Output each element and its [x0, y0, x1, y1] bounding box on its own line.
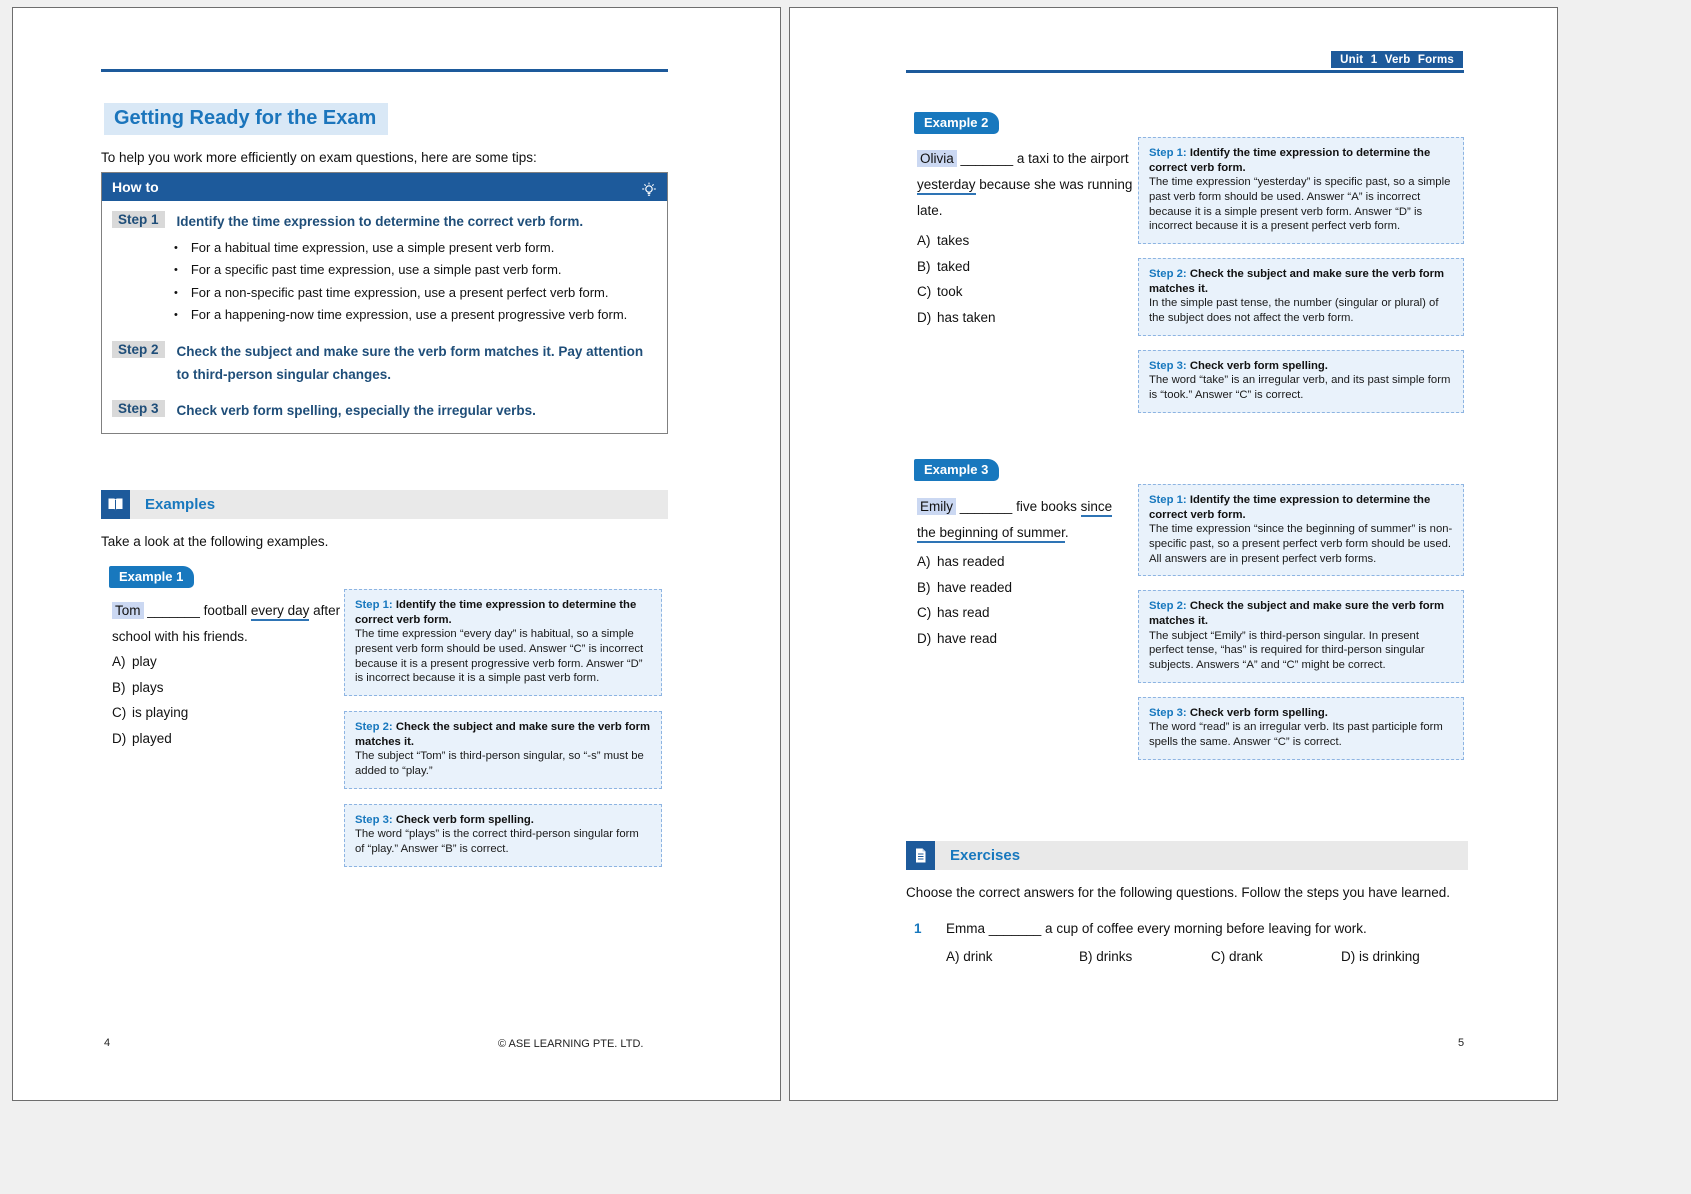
howto-step-3: Step 3 Check verb form spelling, especially the irregular verbs.: [112, 400, 655, 423]
time-expression-underline: yesterday: [917, 177, 976, 195]
step1-box: Step 1: Identify the time expression to determine the correct verb form. The time expression “yesterday” is specific past, so a simple past verb form should be used. Answer “A” is incorrect because it is a simple present verb form. Answer “D” is incorrect because it is a present perfect verb form.: [1138, 137, 1464, 244]
option-a: A) drink: [946, 949, 993, 964]
step3-box: Step 3: Check verb form spelling. The word “read” is an irregular verb. Its past participle form spells the same. Answer “C” is correct.: [1138, 697, 1464, 760]
example2-options: [917, 233, 996, 335]
step2-box: Step 2: Check the subject and make sure the verb form matches it. The subject “Emily” is third-person singular. In present perfect tense, “has” is required for third-person singular subjects. Answers “A” and “C” might be correct.: [1138, 590, 1464, 682]
bullet-dot: •: [174, 309, 178, 322]
option-b: B) have readed: [917, 579, 1013, 595]
bullet-dot: •: [174, 241, 178, 254]
examples-intro: Take a look at the following examples.: [101, 534, 329, 549]
example1-step-boxes: [344, 589, 662, 867]
example2-badge: Example 2: [914, 112, 999, 134]
example1-badge: Example 1: [109, 566, 194, 588]
examples-section-bar: [101, 490, 668, 519]
intro-text: To help you work more efficiently on exam questions, here are some tips:: [101, 150, 537, 165]
page-number: 5: [1458, 1037, 1465, 1049]
unit-tab: Unit 1 Verb Forms: [1331, 51, 1463, 68]
book-icon: [101, 490, 130, 519]
option-d: D) has taken: [917, 309, 996, 325]
subject-highlight: Olivia: [917, 150, 957, 167]
lightbulb-icon: [641, 179, 657, 207]
document-icon: [906, 841, 935, 870]
step1-box: Step 1: Identify the time expression to determine the correct verb form. The time expression “since the beginning of summer” is non-specific past, so a present perfect verb form should be used. All answers are in present perfect verb forms.: [1138, 484, 1464, 576]
option-b: B) plays: [112, 679, 164, 695]
example2-question: Olivia _______ a taxi to the airport yesterday because she was running late.: [917, 151, 1133, 218]
howto-header: [102, 173, 667, 201]
time-expression-underline: since the beginning of summer: [917, 499, 1112, 543]
option-c: C) took: [917, 284, 963, 299]
option-c: C) is playing: [112, 705, 189, 720]
howto-header-label: How to: [112, 179, 159, 195]
option-d: D) have read: [917, 630, 998, 646]
copyright: © ASE LEARNING PTE. LTD.: [498, 1038, 644, 1050]
howto-box: [101, 172, 668, 434]
option-c: C) has read: [917, 605, 990, 620]
examples-section-label: Examples: [145, 496, 216, 513]
example1-question: Tom _______ football every day after school with his friends.: [112, 603, 341, 644]
top-rule: [101, 69, 668, 72]
bullet-item: • For a happening-now time expression, use a present progressive verb form.: [174, 304, 655, 327]
howto-body: [102, 201, 667, 433]
option-b: B) taked: [917, 258, 971, 274]
step3-box: Step 3: Check verb form spelling. The word “plays” is the correct third-person singular form of “play.” Answer “B” is correct.: [344, 804, 662, 867]
subject-highlight: Tom: [112, 602, 144, 619]
bullet-item: • For a non-specific past time expression, use a present perfect verb form.: [174, 282, 655, 305]
page-left: [12, 7, 781, 1101]
howto-step-2: Step 2 Check the subject and make sure the verb form matches it. Pay attention to third-person singular changes.: [112, 341, 655, 387]
option-d: D) played: [112, 730, 172, 746]
page-right: [789, 7, 1558, 1101]
top-rule: [906, 70, 1464, 73]
subject-highlight: Emily: [917, 498, 956, 515]
step3-box: Step 3: Check verb form spelling. The word “take” is an irregular verb, and its past simple form is “took.” Answer “C” is correct.: [1138, 350, 1464, 413]
example3-step-boxes: [1138, 484, 1464, 760]
howto-bullets: [174, 237, 655, 327]
option-a: A) play: [112, 654, 157, 669]
example1-options: [112, 654, 188, 756]
exercises-section-bar: [906, 841, 1468, 870]
option-a: A) takes: [917, 233, 970, 248]
time-expression-underline: every day: [251, 603, 310, 621]
option-c: C) drank: [1211, 949, 1263, 964]
howto-step-1: Step 1 Identify the time expression to determine the correct verb form.: [112, 211, 655, 234]
option-d: D) is drinking: [1341, 949, 1420, 964]
exercise-question-1: Emma _______ a cup of coffee every morning before leaving for work.: [946, 921, 1367, 936]
example3-question: Emily _______ five books since the beginning of summer.: [917, 494, 1125, 546]
bullet-dot: •: [174, 286, 178, 299]
question-number: 1: [914, 921, 922, 936]
bullet-item: • For a specific past time expression, use a simple past verb form.: [174, 259, 655, 282]
step-chip: Step 2: [112, 341, 165, 358]
exercises-intro: Choose the correct answers for the following questions. Follow the steps you have learned.: [906, 885, 1451, 900]
step-chip: Step 1: [112, 211, 165, 228]
example3-badge: Example 3: [914, 459, 999, 481]
step-chip: Step 3: [112, 400, 165, 417]
bullet-dot: •: [174, 264, 178, 277]
step2-box: Step 2: Check the subject and make sure the verb form matches it. The subject “Tom” is third-person singular, so “-s” must be added to “play.”: [344, 711, 662, 789]
page-title: Getting Ready for the Exam: [104, 103, 388, 135]
exercises-section-label: Exercises: [950, 847, 1021, 864]
option-a: A) has readed: [917, 554, 1005, 569]
step1-box: Step 1: Identify the time expression to determine the correct verb form. The time expression “every day” is habitual, so a simple present verb form should be used. Answer “C” is incorrect because it is a present progressive verb form. Answer “D” is incorrect because it is a simple past verb form.: [344, 589, 662, 696]
bullet-item: • For a habitual time expression, use a simple present verb form.: [174, 237, 655, 260]
page-number: 4: [104, 1037, 111, 1049]
example2-step-boxes: [1138, 137, 1464, 413]
step2-box: Step 2: Check the subject and make sure the verb form matches it. In the simple past tense, the number (singular or plural) of the subject does not affect the verb form.: [1138, 258, 1464, 336]
option-b: B) drinks: [1079, 949, 1133, 964]
example3-options: [917, 554, 1012, 656]
